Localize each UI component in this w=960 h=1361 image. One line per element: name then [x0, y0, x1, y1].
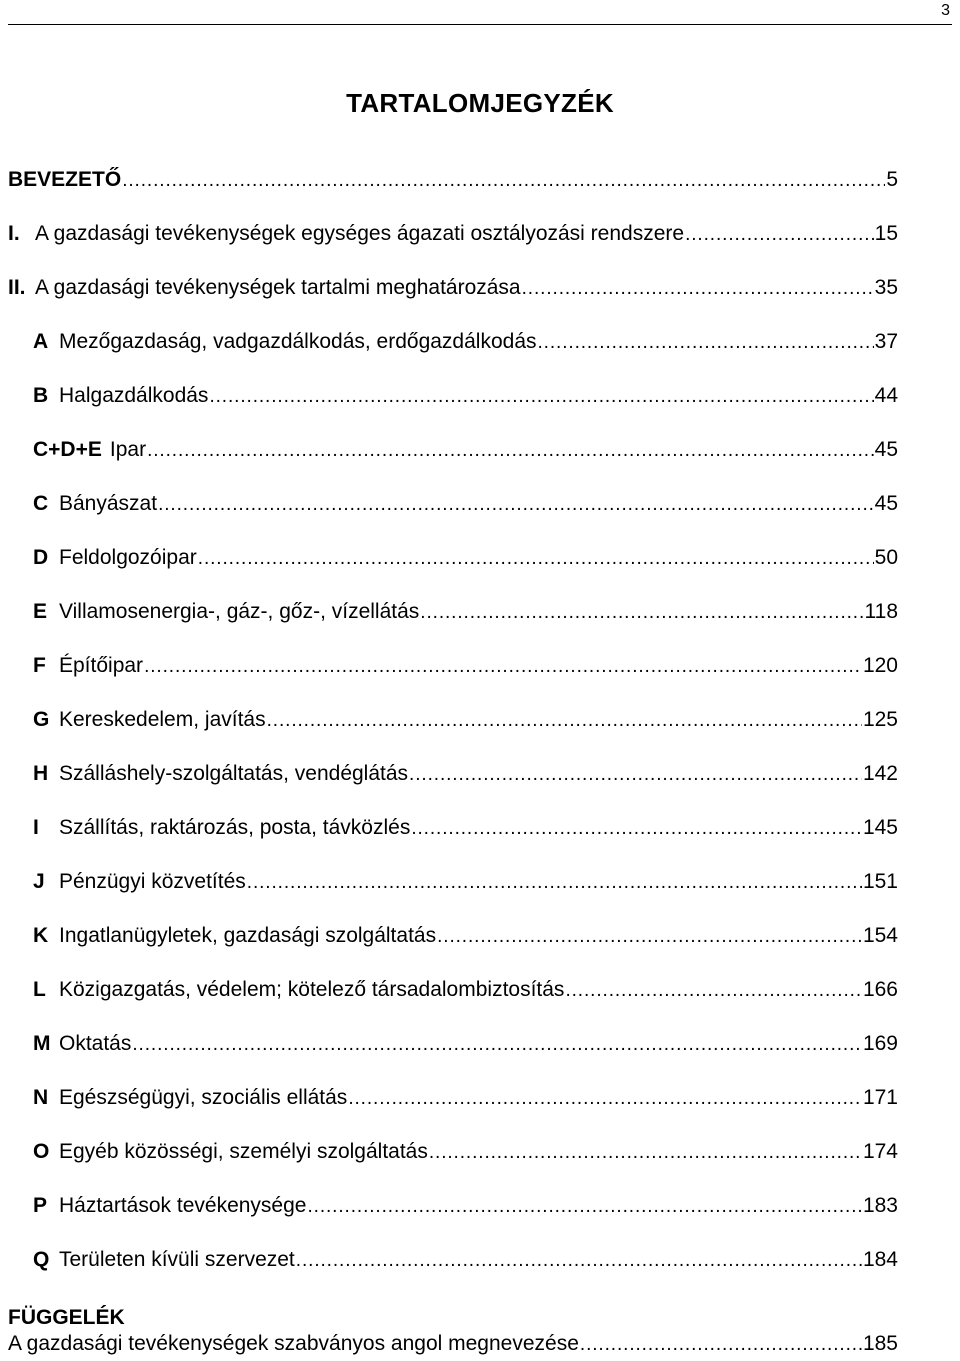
toc-entry-section-q[interactable] [8, 1248, 898, 1276]
page-number: 3 [941, 2, 950, 19]
toc-entry-page: 174 [862, 1140, 898, 1163]
toc-entry-code: P [33, 1194, 48, 1217]
toc-entry-label: Építőipar [59, 654, 144, 677]
header-rule [8, 24, 952, 25]
toc-entry-section-a[interactable] [8, 330, 898, 358]
toc-entry-section-c[interactable] [8, 492, 898, 520]
toc-entry-page: 185 [862, 1332, 898, 1355]
toc-entry-section-b[interactable] [8, 384, 898, 412]
toc-entry-page: 35 [874, 276, 898, 299]
toc-entry-code: E [33, 600, 48, 623]
toc-entry-label: Feldolgozóipar [59, 546, 197, 569]
toc-entry-page: 120 [862, 654, 898, 677]
toc-entry-label: Mezőgazdaság, vadgazdálkodás, erdőgazdálkodás [59, 330, 537, 353]
toc-entry-label: Ipar [109, 438, 147, 461]
toc-entry-code: J [33, 870, 45, 893]
toc-entry-page: 118 [864, 600, 898, 623]
toc-entry-page: 45 [874, 492, 898, 515]
toc-entry-code: I [33, 816, 39, 839]
toc-entry-page: 171 [862, 1086, 898, 1109]
toc-entry-label: Közigazgatás, védelem; kötelező társadalombiztosítás [59, 978, 565, 1001]
toc-entry-label: Ingatlanügyletek, gazdasági szolgáltatás [59, 924, 437, 947]
toc-entry-section-h[interactable] [8, 762, 898, 790]
dot-leader [147, 440, 874, 462]
toc-entry-label: Egyéb közösségi, személyi szolgáltatás [59, 1140, 428, 1163]
dot-leader [437, 926, 862, 948]
dot-leader [307, 1196, 861, 1218]
dot-leader [122, 170, 885, 192]
dot-leader [132, 1034, 862, 1056]
toc-entry-code: D [33, 546, 49, 569]
toc-entry-label: A gazdasági tevékenységek szabványos angol megnevezése [8, 1332, 579, 1355]
toc-entry-code: G [33, 708, 50, 731]
toc-entry-label: Pénzügyi közvetítés [59, 870, 246, 893]
toc-entry-label: A gazdasági tevékenységek egységes ágazati osztályozási rendszere [35, 222, 685, 245]
toc-entry-introduction[interactable] [8, 168, 898, 196]
toc-entry-section-m[interactable] [8, 1032, 898, 1060]
toc-entry-code: L [33, 978, 46, 1001]
toc-entry-label: Bányászat [59, 492, 158, 515]
toc-entry-code: N [33, 1086, 49, 1109]
toc-entry-code: F [33, 654, 46, 677]
dot-leader [144, 656, 862, 678]
dot-leader [209, 386, 873, 408]
toc-entry-label: Szállítás, raktározás, posta, távközlés [59, 816, 411, 839]
toc-entry-code: K [33, 924, 49, 947]
toc-entry-page: 50 [874, 546, 898, 569]
dot-leader [580, 1334, 862, 1356]
toc-entry-part-1[interactable] [8, 222, 898, 250]
toc-entry-label: Egészségügyi, szociális ellátás [59, 1086, 348, 1109]
toc-entry-page: 183 [862, 1194, 898, 1217]
toc-entry-appendix[interactable] [8, 1332, 898, 1360]
toc-entry-section-e[interactable] [8, 600, 898, 628]
toc-entry-page: 184 [862, 1248, 898, 1271]
toc-entry-label: Oktatás [59, 1032, 132, 1055]
dot-leader [685, 224, 874, 246]
toc-entry-section-g[interactable] [8, 708, 898, 736]
toc-entry-section-k[interactable] [8, 924, 898, 952]
toc-entry-code: O [33, 1140, 50, 1163]
toc-entry-page: 166 [862, 978, 898, 1001]
toc-entry-label: Halgazdálkodás [59, 384, 209, 407]
dot-leader [198, 548, 874, 570]
toc-entry-label: BEVEZETŐ [8, 168, 122, 191]
toc-entry-section-l[interactable] [8, 978, 898, 1006]
toc-entry-part-2[interactable] [8, 276, 898, 304]
dot-leader [538, 332, 874, 354]
toc-entry-page: 44 [874, 384, 898, 407]
dot-leader [429, 1142, 862, 1164]
appendix-heading: FÜGGELÉK [8, 1306, 125, 1329]
toc-entry-page: 15 [874, 222, 898, 245]
toc-entry-code: B [33, 384, 49, 407]
toc-entry-section-j[interactable] [8, 870, 898, 898]
toc-entry-section-p[interactable] [8, 1194, 898, 1222]
toc-entry-section-n[interactable] [8, 1086, 898, 1114]
dot-leader [267, 710, 862, 732]
toc-entry-label: Kereskedelem, javítás [59, 708, 266, 731]
toc-entry-section-d[interactable] [8, 546, 898, 574]
dot-leader [409, 764, 862, 786]
toc-entry-code: A [33, 330, 49, 353]
toc-entry-section-i[interactable] [8, 816, 898, 844]
toc-entry-code: H [33, 762, 49, 785]
toc-entry-code: Q [33, 1248, 50, 1271]
toc-entry-page: 154 [862, 924, 898, 947]
toc-entry-code: II. [8, 276, 26, 299]
toc-entry-code: C [33, 492, 49, 515]
toc-entry-page: 145 [862, 816, 898, 839]
page-title: TARTALOMJEGYZÉK [346, 88, 614, 118]
toc-entry-section-f[interactable] [8, 654, 898, 682]
toc-entry-page: 45 [874, 438, 898, 461]
dot-leader [296, 1250, 862, 1272]
dot-leader [522, 278, 874, 300]
toc-entry-label: Háztartások tevékenysége [59, 1194, 307, 1217]
dot-leader [348, 1088, 862, 1110]
toc-entry-label: A gazdasági tevékenységek tartalmi meghatározása [35, 276, 521, 299]
toc-entry-page: 37 [874, 330, 898, 353]
dot-leader [247, 872, 862, 894]
toc-entry-label: Szálláshely-szolgáltatás, vendéglátás [59, 762, 409, 785]
dot-leader [420, 602, 863, 624]
toc-entry-page: 142 [862, 762, 898, 785]
dot-leader [158, 494, 874, 516]
toc-entry-label: Villamosenergia-, gáz-, gőz-, vízellátás [59, 600, 420, 623]
toc-entry-section-cde[interactable] [8, 438, 898, 466]
toc-entry-code: C+D+E [33, 438, 102, 461]
toc-entry-section-o[interactable] [8, 1140, 898, 1168]
toc-entry-page: 125 [862, 708, 898, 731]
dot-leader [411, 818, 862, 840]
toc-entry-page: 169 [862, 1032, 898, 1055]
toc-entry-code: M [33, 1032, 51, 1055]
dot-leader [565, 980, 862, 1002]
toc-entry-page: 151 [862, 870, 898, 893]
toc-entry-page: 5 [886, 168, 898, 191]
toc-entry-code: I. [8, 222, 20, 245]
toc-entry-label: Területen kívüli szervezet [59, 1248, 295, 1271]
